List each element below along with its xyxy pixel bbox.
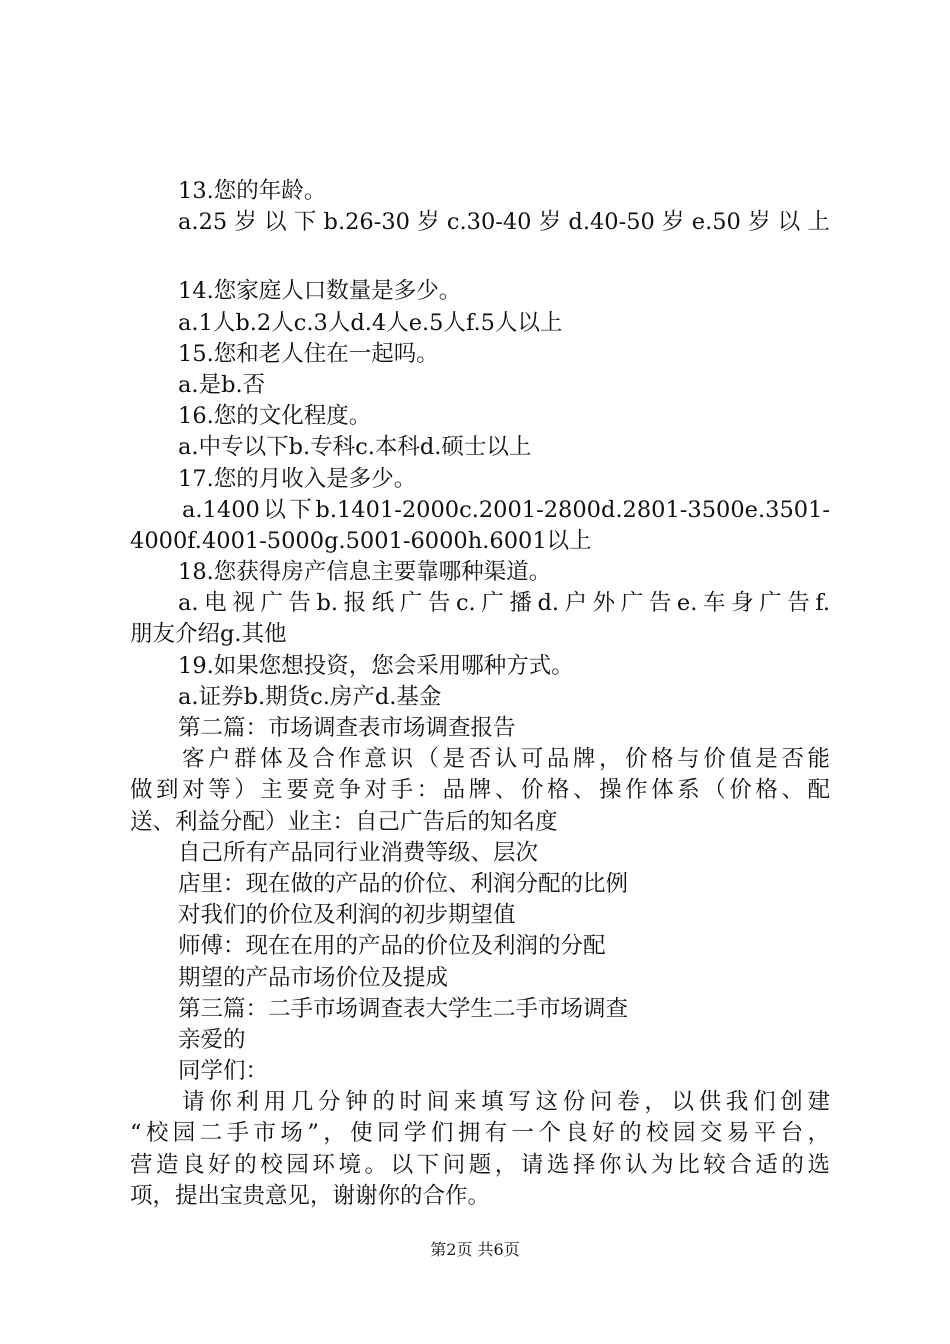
page-footer: 第2页 共6页 (430, 1240, 520, 1259)
question-17: 17.您的月收入是多少。 (178, 465, 417, 492)
question-18-options: a.电视广告b.报纸广告c.广播d.户外广告e.车身广告f. (178, 590, 830, 617)
section-heading-3: 第三篇：二手市场调查表大学生二手市场调查 (178, 995, 629, 1022)
spacer (130, 238, 830, 276)
paragraph-line: 客户群体及合作意识（是否认可品牌，价格与价值是否能 (182, 746, 830, 773)
question-16-options: a.中专以下b.专科c.本科d.硕士以上 (178, 434, 532, 461)
question-19-options: a.证券b.期货c.房产d.基金 (178, 683, 442, 710)
paragraph-line: 师傅：现在在用的产品的价位及利润的分配 (178, 933, 606, 960)
paragraph-line: 期望的产品市场价位及提成 (178, 964, 449, 991)
question-14-options: a.1人b.2人c.3人d.4人e.5人f.5人以上 (178, 309, 563, 336)
paragraph-line: 请你利用几分钟的时间来填写这份问卷，以供我们创建 (182, 1089, 830, 1116)
paragraph-line: “校园二手市场”，使同学们拥有一个良好的校园交易平台， (130, 1120, 830, 1147)
question-14: 14.您家庭人口数量是多少。 (178, 278, 462, 305)
question-18: 18.您获得房产信息主要靠哪种渠道。 (178, 559, 552, 586)
greeting-line: 同学们： (178, 1058, 269, 1085)
document-body (130, 176, 830, 1212)
question-15: 15.您和老人住在一起吗。 (178, 340, 439, 367)
question-13: 13.您的年龄。 (178, 178, 327, 204)
question-16: 16.您的文化程度。 (178, 403, 372, 430)
paragraph-line: 对我们的价位及利润的初步期望值 (178, 902, 516, 929)
question-17-options-cont: 4000f.4001-5000g.5001-6000h.6001以上 (130, 527, 592, 554)
section-heading-2: 第二篇：市场调查表市场调查报告 (178, 715, 516, 741)
paragraph-line: 自己所有产品同行业消费等级、层次 (178, 839, 539, 866)
question-15-options: a.是b.否 (178, 371, 266, 398)
paragraph-line: 项，提出宝贵意见，谢谢你的合作。 (130, 1182, 491, 1209)
question-17-options: a.1400以下b.1401-2000c.2001-2800d.2801-3500e.3501- (182, 496, 830, 523)
greeting-line: 亲爱的 (178, 1026, 246, 1053)
paragraph-line: 营造良好的校园环境。以下问题，请选择你认为比较合适的选 (130, 1151, 830, 1178)
question-19: 19.如果您想投资，您会采用哪种方式。 (178, 652, 574, 679)
paragraph-line: 送、利益分配）业主：自己广告后的知名度 (130, 808, 558, 835)
question-13-options: a.25岁以下b.26-30岁c.30-40岁d.40-50岁e.50岁以上 (178, 209, 830, 236)
paragraph-line: 店里：现在做的产品的价位、利润分配的比例 (178, 870, 629, 897)
paragraph-line: 做到对等）主要竞争对手：品牌、价格、操作体系（价格、配 (130, 777, 830, 804)
question-18-options-cont: 朋友介绍g.其他 (130, 621, 287, 648)
